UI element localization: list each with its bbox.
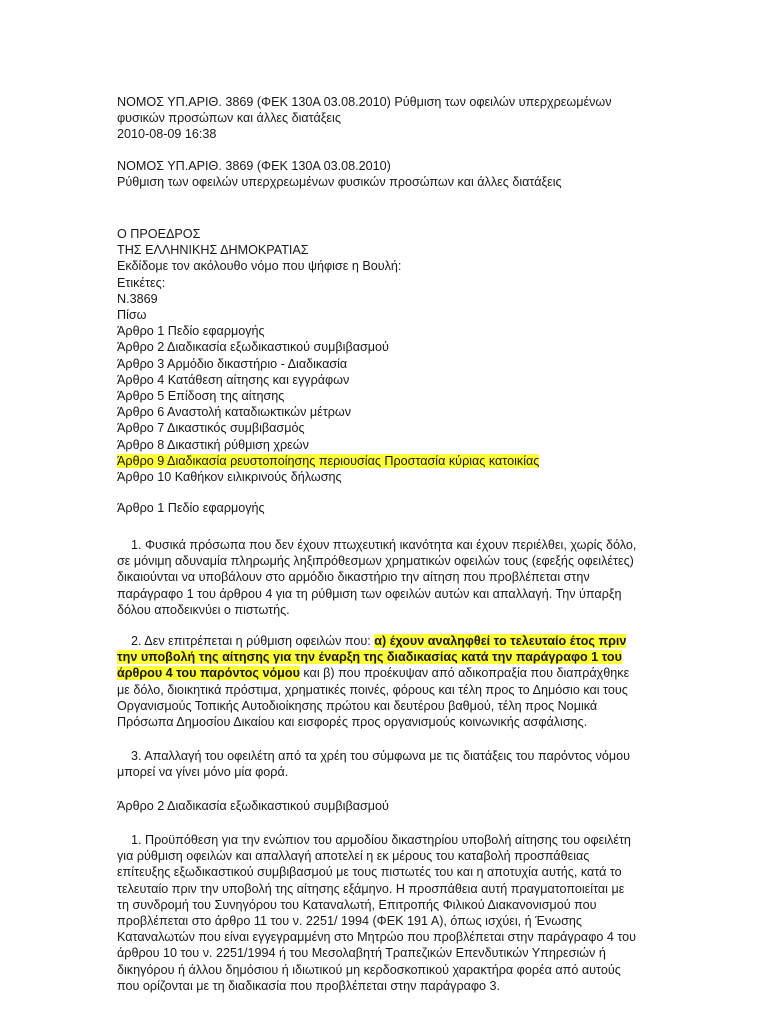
paragraph-line: τη συνδρομή του Συνηγόρου του Καταναλωτή, Επιτροπής Φιλικού Διακανονισμού που — [117, 897, 597, 912]
paragraph-line: επίτευξης εξωδικαστικού συμβιβασμού με τους πιστωτές του και η αποτυχία αυτής, κατά το — [117, 865, 622, 880]
article1-paragraph-1 — [117, 537, 657, 618]
paragraph-line — [117, 665, 657, 681]
paragraph-line: δικαιούνται να υποβάλουν στο αρμόδιο δικαστήριο την αίτηση που προβλέπεται στην — [117, 570, 590, 585]
paragraph-line: 1. Φυσικά πρόσωπα που δεν έχουν πτωχευτική ικανότητα και έχουν περιέλθει, χωρίς δόλο, — [131, 538, 637, 552]
highlight-mark: Άρθρο 9 Διαδικασία ρευστοποίησης περιουσίας Προστασία κύριας κατοικίας — [117, 453, 540, 468]
paragraph-line: προβλέπεται στο άρθρο 11 του ν. 2251/ 1994 (ΦΕΚ 191 Α), όπως ισχύει, ή Ένωσης — [117, 914, 582, 929]
paragraph-line: για ρύθμιση οφειλών και απαλλαγή αποτελεί η εκ μέρους του καταβολή προσπάθειας — [117, 849, 590, 864]
toc-item[interactable]: Άρθρο 5 Επίδοση της αίτησης — [117, 389, 285, 404]
back-link[interactable]: Πίσω — [117, 308, 147, 323]
paragraph-line: 1. Προϋπόθεση για την ενώπιον του αρμοδίου δικαστηρίου υποβολή αίτησης του οφειλέτη — [131, 833, 631, 847]
paragraph-line: Πρόσωπα Δημοσίου Δικαίου και εισφορές προς οργανισμούς κοινωνικής ασφάλισης. — [117, 715, 588, 730]
paragraph-line: δόλου αποδεικνύει ο πιστωτής. — [117, 602, 290, 617]
header-title-line: φυσικών προσώπων και άλλες διατάξεις — [117, 111, 341, 126]
document-header — [117, 94, 657, 143]
toc-item[interactable]: Άρθρο 7 Δικαστικός συμβιβασμός — [117, 421, 305, 436]
paragraph-line: Καταναλωτών που είναι εγγεγραμμένη στο Μητρώο που προβλέπεται στην παράγραφο 4 του — [117, 930, 637, 945]
tag-link[interactable]: Ν.3869 — [117, 291, 158, 306]
paragraph-line: παράγραφο 1 του άρθρου 4 για τη ρύθμιση των οφειλών αυτών και απαλλαγή. Την ύπαρξη — [117, 586, 622, 601]
toc-item[interactable]: Άρθρο 6 Αναστολή καταδιωκτικών μέτρων — [117, 405, 352, 420]
paragraph-line: 3. Απαλλαγή του οφειλέτη από τα χρέη του σύμφωνα με τις διατάξεις του παρόντος νόμου — [131, 749, 631, 763]
article1-paragraph-3 — [117, 748, 657, 780]
paragraph-line: άρθρου 10 του ν. 2251/1994 ή του Μεσολαβητή Τραπεζικών Επενδυτικών Υπηρεσιών ή — [117, 946, 606, 961]
header-title-line: ΝΟΜΟΣ ΥΠ.ΑΡΙΘ. 3869 (ΦΕΚ 130Α 03.08.2010) Ρύθμιση των οφειλών υπερχρεωμένων — [117, 95, 612, 109]
header-timestamp: 2010-08-09 16:38 — [117, 127, 217, 142]
intro-section — [117, 226, 657, 485]
paragraph-line — [117, 649, 657, 665]
paragraph-line: σε μόνιμη αδυναμία πληρωμής ληξιπρόθεσμων χρηματικών οφειλών τους (εφεξής οφειλέτες) — [117, 554, 634, 569]
president-heading: Ο ΠΡΟΕΔΡΟΣ — [117, 227, 201, 241]
toc-item[interactable]: Άρθρο 8 Δικαστική ρύθμιση χρεών — [117, 437, 309, 452]
toc-item[interactable]: Άρθρο 3 Αρμόδιο δικαστήριο - Διαδικασία — [117, 356, 348, 371]
tags-label: Ετικέτες: — [117, 275, 166, 290]
enactment-text: Εκδίδομε τον ακόλουθο νόμο που ψήφισε η Βουλή: — [117, 259, 402, 274]
paragraph-line: που ορίζονται με τη διαδικασία που προβλέπεται στην παράγραφο 3. — [117, 978, 501, 993]
article2-heading: Άρθρο 2 Διαδικασία εξωδικαστικού συμβιβασμού — [117, 799, 389, 813]
document-subtitle — [117, 158, 657, 190]
highlight-mark: α) έχουν αναληφθεί το τελευταίο έτος πριν — [374, 634, 627, 648]
toc-item[interactable]: Άρθρο 1 Πεδίο εφαρμογής — [117, 324, 265, 339]
toc-item[interactable]: Άρθρο 4 Κατάθεση αίτησης και εγγράφων — [117, 372, 350, 387]
article1-paragraph-2 — [117, 633, 657, 730]
article2-paragraph-1 — [117, 832, 657, 994]
paragraph-line: με δόλο, διοικητικά πρόστιμα, χρηματικές ποινές, φόρους και τέλη προς το Δημόσιο και τους — [117, 682, 628, 697]
paragraph-lead: 2. Δεν επιτρέπεται η ρύθμιση οφειλών που: — [131, 634, 375, 648]
paragraph-line: τελευταίο πριν την υποβολή της αίτησης εξάμηνο. Η προσπάθεια αυτή πραγματοποιείται με — [117, 881, 625, 896]
paragraph-text: και β) που προέκυψαν από αδικοπραξία που διαπράχθηκε — [299, 666, 630, 681]
toc-item-highlighted[interactable] — [117, 453, 657, 469]
highlight-mark: άρθρου 4 του παρόντος νόμου — [117, 666, 300, 681]
republic-heading: ΤΗΣ ΕΛΛΗΝΙΚΗΣ ΔΗΜΟΚΡΑΤΙΑΣ — [117, 243, 309, 258]
toc-item[interactable]: Άρθρο 10 Καθήκον ειλικρινούς δήλωσης — [117, 470, 342, 485]
toc-item[interactable]: Άρθρο 2 Διαδικασία εξωδικαστικού συμβιβασμού — [117, 340, 389, 355]
paragraph-line: μπορεί να γίνει μόνο μία φορά. — [117, 765, 289, 780]
paragraph-line: δικηγόρου ή άλλου δημόσιου ή ιδιωτικού μη κερδοσκοπικού χαρακτήρα φορέα από αυτούς — [117, 962, 621, 977]
paragraph-line: Οργανισμούς Τοπικής Αυτοδιοίκησης πρώτου και δευτέρου βαθμού, τέλη προς Νομικά — [117, 698, 598, 713]
paragraph-line — [117, 633, 657, 649]
law-number: ΝΟΜΟΣ ΥΠ.ΑΡΙΘ. 3869 (ΦΕΚ 130Α 03.08.2010) — [117, 159, 391, 173]
law-title: Ρύθμιση των οφειλών υπερχρεωμένων φυσικών προσώπων και άλλες διατάξεις — [117, 175, 562, 190]
highlight-mark: την υποβολή της αίτησης για την έναρξη της διαδικασίας κατά την παράγραφο 1 του — [117, 650, 622, 665]
article1-heading: Άρθρο 1 Πεδίο εφαρμογής — [117, 501, 265, 515]
